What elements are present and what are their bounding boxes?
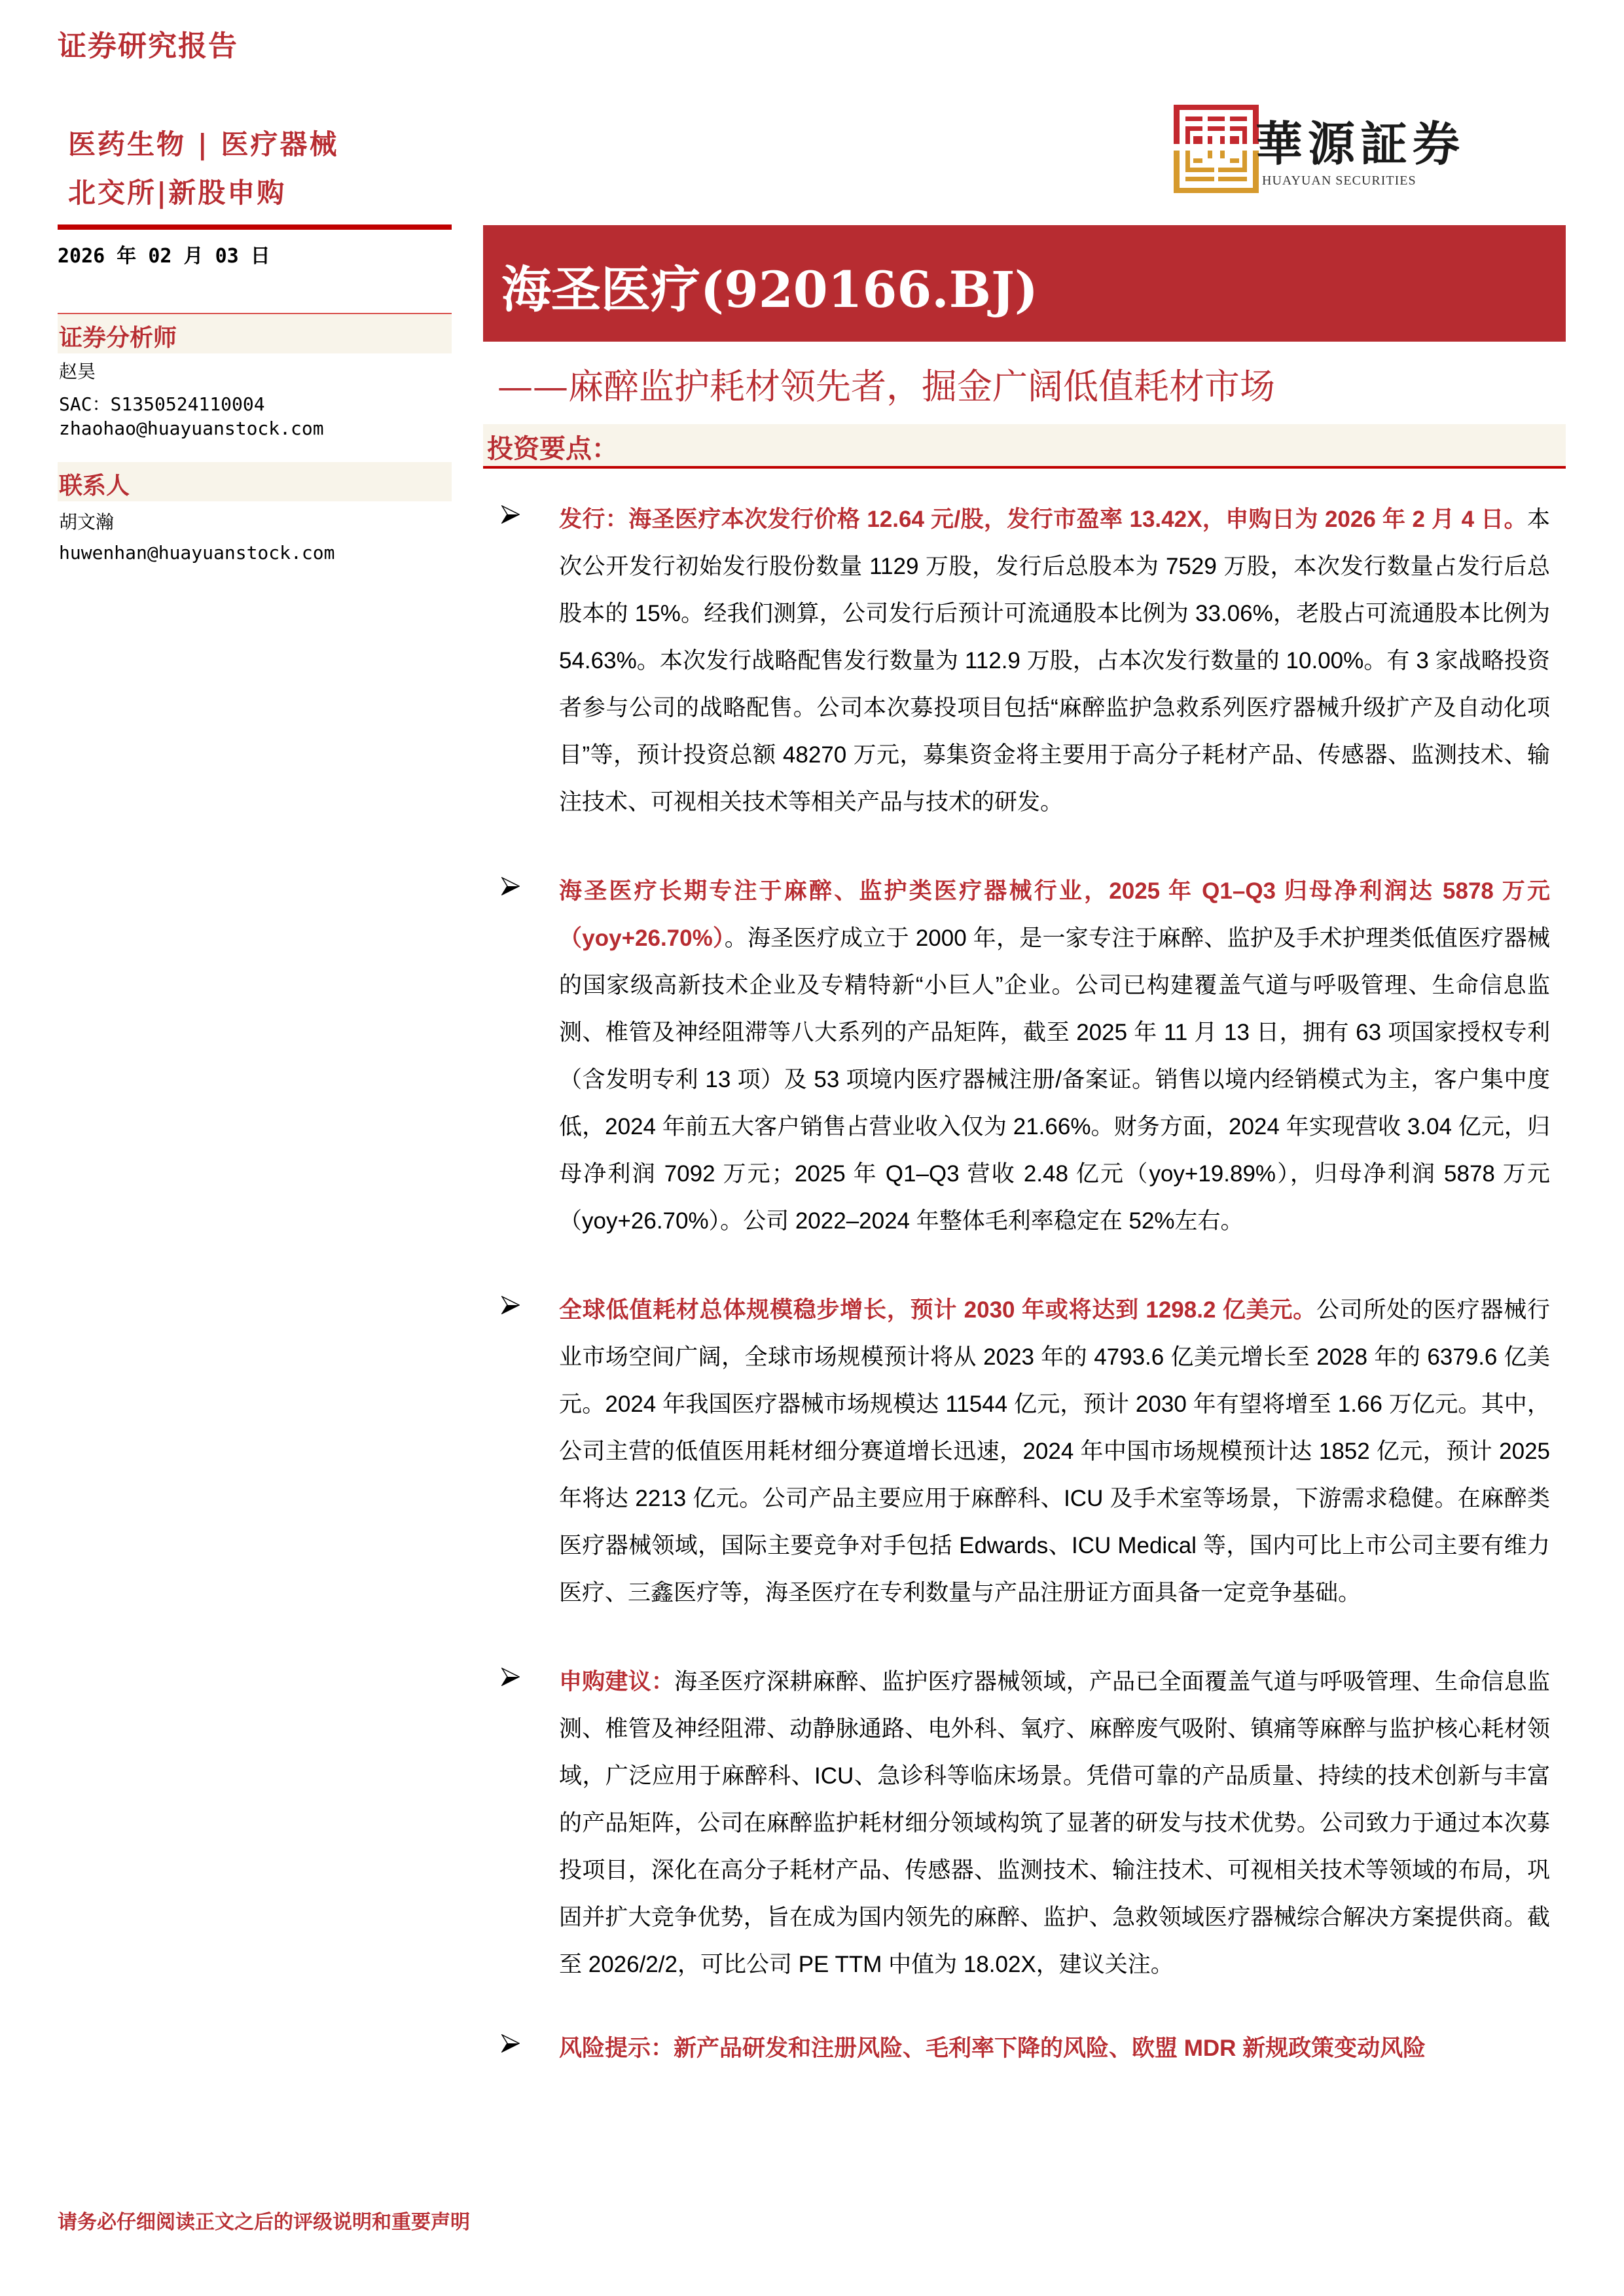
bullet-arrow-icon <box>501 877 520 895</box>
title-banner <box>483 225 1566 342</box>
analyst-sac: SAC：S1350524110004 <box>59 393 265 415</box>
bullet-text <box>559 1287 1550 1617</box>
analyst-section-label: 证券分析师 <box>59 324 177 351</box>
bullet-text <box>559 1659 1550 1988</box>
summary-header-band <box>483 424 1566 469</box>
bullet-text <box>559 2025 1550 2072</box>
industry-label: 医药生物 | 医疗器械 <box>68 128 339 160</box>
analyst-name: 赵昊 <box>59 361 96 382</box>
logo-name-cn: 華源証券 <box>1255 116 1466 171</box>
contact-name: 胡文瀚 <box>59 511 115 533</box>
footer-disclaimer: 请务必仔细阅读正文之后的评级说明和重要声明 <box>58 2211 470 2234</box>
bullet-arrow-icon <box>501 505 520 524</box>
bullet-arrow-icon <box>501 2034 520 2053</box>
huayuan-logo-icon <box>1174 105 1259 193</box>
bullet-arrow-icon <box>501 1668 520 1686</box>
page-subtitle: ——麻醉监护耗材领先者，掘金广阔低值耗材市场 <box>497 366 1275 407</box>
bullet-text <box>559 496 1550 826</box>
report-type-label: 证券研究报告 <box>58 29 238 63</box>
bullet-highlight: 风险提示：新产品研发和注册风险、毛利率下降的风险、欧盟 MDR 新规政策变动风险 <box>559 2036 1426 2061</box>
summary-label: 投资要点： <box>487 433 618 464</box>
bullet-highlight: 发行：海圣医疗本次发行价格 12.64 元/股，发行市盈率 13.42X，申购日为 2026 年 2 月 4 日。 <box>559 507 1527 532</box>
bullet-arrow-icon <box>501 1296 520 1314</box>
bullet-highlight: 全球低值耗材总体规模稳步增长，预计 2030 年或将达到 1298.2 亿美元。 <box>559 1297 1317 1323</box>
contact-email[interactable]: huwenhan@huayuanstock.com <box>59 542 335 564</box>
bullet-text <box>559 868 1550 1245</box>
analyst-email[interactable]: zhaohao@huayuanstock.com <box>59 418 324 439</box>
left-divider <box>58 224 452 230</box>
page-title: 海圣医疗(920166.BJ) <box>501 260 1038 319</box>
bullet-highlight: 申购建议： <box>559 1669 675 1695</box>
bullet-highlight: 海圣医疗长期专注于麻醉、监护类医疗器械行业，2025 年 Q1–Q3 归母净利润达 5878 万元（yoy+26.70%） <box>559 878 1550 951</box>
bullet-body: 公司所处的医疗器械行业市场空间广阔，全球市场规模预计将从 2023 年的 4793.6 亿美元增长至 2028 年的 6379.6 亿美元。2024 年我国医疗器械市场规模达 11544 亿元，预计 2030 年有望将增至 1.66 万亿元。其中，公司主营的低值医用耗材细分赛道增长迅速，2024 年中国市场规模预计达 1852 亿元，预计 2025 年将达 2213 亿元。公司产品主要应用于麻醉科、ICU 及手术室等场景，下游需求稳健。在麻醉类医疗器械领域，国际主要竞争对手包括 Edwards、ICU Medical 等，国内可比上市公司主要有维力医疗、三鑫医疗等，海圣医疗在专利数量与产品注册证方面具备一定竞争基础。 <box>559 1297 1550 1605</box>
report-date: 2026 年 02 月 03 日 <box>58 245 270 268</box>
bullet-body: 海圣医疗深耕麻醉、监护医疗器械领域，产品已全面覆盖气道与呼吸管理、生命信息监测、椎管及神经阻滞、动静脉通路、电外科、氧疗、麻醉废气吸附、镇痛等麻醉与监护核心耗材领域，广泛应用于麻醉科、ICU、急诊科等临床场景。凭借可靠的产品质量、持续的技术创新与丰富的产品矩阵，公司在麻醉监护耗材细分领域构筑了显著的研发与技术优势。公司致力于通过本次募投项目，深化在高分子耗材产品、传感器、监测技术、输注技术、可视相关技术等领域的布局，巩固并扩大竞争优势，旨在成为国内领先的麻醉、监护、急救领域医疗器械综合解决方案提供商。截至 2026/2/2，可比公司 PE TTM 中值为 18.02X，建议关注。 <box>559 1669 1550 1977</box>
board-label: 北交所|新股申购 <box>68 177 287 209</box>
contact-section-label: 联系人 <box>59 472 130 499</box>
bullet-body: 。海圣医疗成立于 2000 年，是一家专注于麻醉、监护及手术护理类低值医疗器械的国家级高新技术企业及专精特新“小巨人”企业。公司已构建覆盖气道与呼吸管理、生命信息监测、椎管及神经阻滞等八大系列的产品矩阵，截至 2025 年 11 月 13 日，拥有 63 项国家授权专利（含发明专利 13 项）及 53 项境内医疗器械注册/备案证。销售以境内经销模式为主，客户集中度低，2024 年前五大客户销售占营业收入仅为 21.66%。财务方面，2024 年实现营收 3.04 亿元，归母净利润 7092 万元；2025 年 Q1–Q3 营收 2.48 亿元（yoy+19.89%），归母净利润 5878 万元（yoy+26.70%）。公司 2022–2024 年整体毛利率稳定在 52%左右。 <box>559 925 1550 1234</box>
logo-name-en: HUAYUAN SECURITIES <box>1262 173 1416 188</box>
bullet-body: 本次公开发行初始发行股份数量 1129 万股，发行后总股本为 7529 万股，本次发行数量占发行后总股本的 15%。经我们测算，公司发行后预计可流通股本比例为 33.06%，老股占可流通股本比例为 54.63%。本次发行战略配售发行数量为 112.9 万股，占本次发行数量的 10.00%。有 3 家战略投资者参与公司的战略配售。公司本次募投项目包括“麻醉监护急救系列医疗器械升级扩产及自动化项目”等，预计投资总额 48270 万元，募集资金将主要用于高分子耗材产品、传感器、监测技术、输注技术、可视相关技术等相关产品与技术的研发。 <box>559 507 1550 815</box>
